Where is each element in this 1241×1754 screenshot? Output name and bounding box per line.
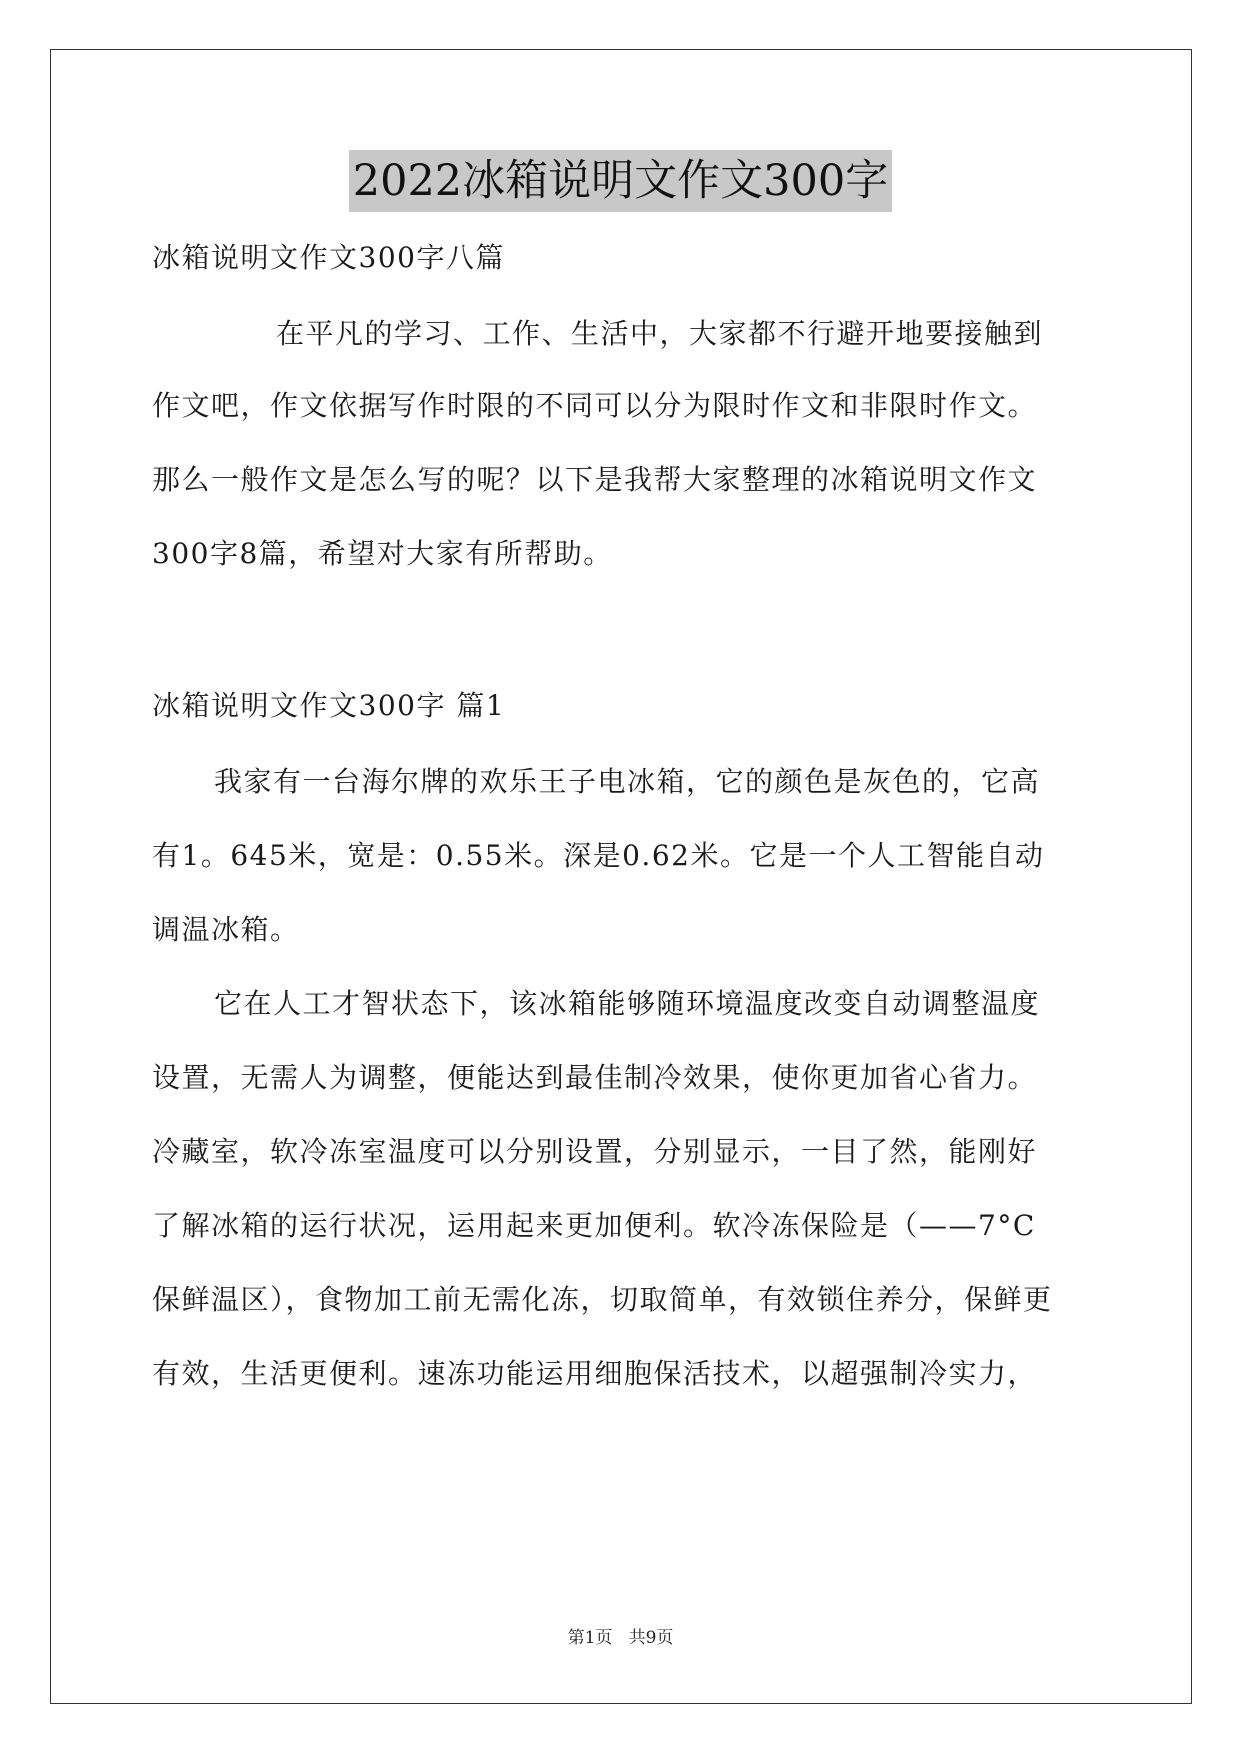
page-footer	[0, 1626, 1241, 1650]
section-heading: 冰箱说明文作文300字 篇1	[152, 689, 506, 722]
para1-line-3: 调温冰箱。	[152, 913, 300, 946]
para1-line-2: 有1。645米，宽是：0.55米。深是0.62米。它是一个人工智能自动	[152, 839, 1045, 872]
page-border	[50, 49, 1192, 1704]
para2-line-3: 冷藏室，软冷冻室温度可以分别设置，分别显示，一目了然，能刚好	[152, 1135, 1038, 1168]
document-subtitle: 冰箱说明文作文300字八篇	[152, 241, 505, 274]
intro-line-4: 300字8篇，希望对大家有所帮助。	[152, 537, 613, 570]
para1-line-1: 我家有一台海尔牌的欢乐王子电冰箱，它的颜色是灰色的，它高	[214, 765, 1041, 798]
para2-line-1: 它在人工才智状态下，该冰箱能够随环境温度改变自动调整温度	[214, 987, 1041, 1020]
title-container	[0, 150, 1241, 212]
intro-line-3: 那么一般作文是怎么写的呢？以下是我帮大家整理的冰箱说明文作文	[152, 463, 1038, 496]
para2-line-6: 有效，生活更便利。速冻功能运用细胞保活技术，以超强制冷实力，	[152, 1357, 1038, 1390]
document-title: 2022冰箱说明文作文300字	[349, 150, 893, 212]
intro-line-1: 在平凡的学习、工作、生活中，大家都不行避开地要接触到	[276, 317, 1044, 350]
para2-line-5: 保鲜温区），食物加工前无需化冻，切取简单，有效锁住养分，保鲜更	[152, 1283, 1053, 1316]
para2-line-2: 设置，无需人为调整，便能达到最佳制冷效果，使你更加省心省力。	[152, 1061, 1038, 1094]
page-number-label: 第1页 共9页	[567, 1628, 674, 1648]
intro-line-2: 作文吧，作文依据写作时限的不同可以分为限时作文和非限时作文。	[152, 389, 1038, 422]
para2-line-4: 了解冰箱的运行状况，运用起来更加便利。软冷冻保险是（——7°C	[152, 1209, 1036, 1242]
